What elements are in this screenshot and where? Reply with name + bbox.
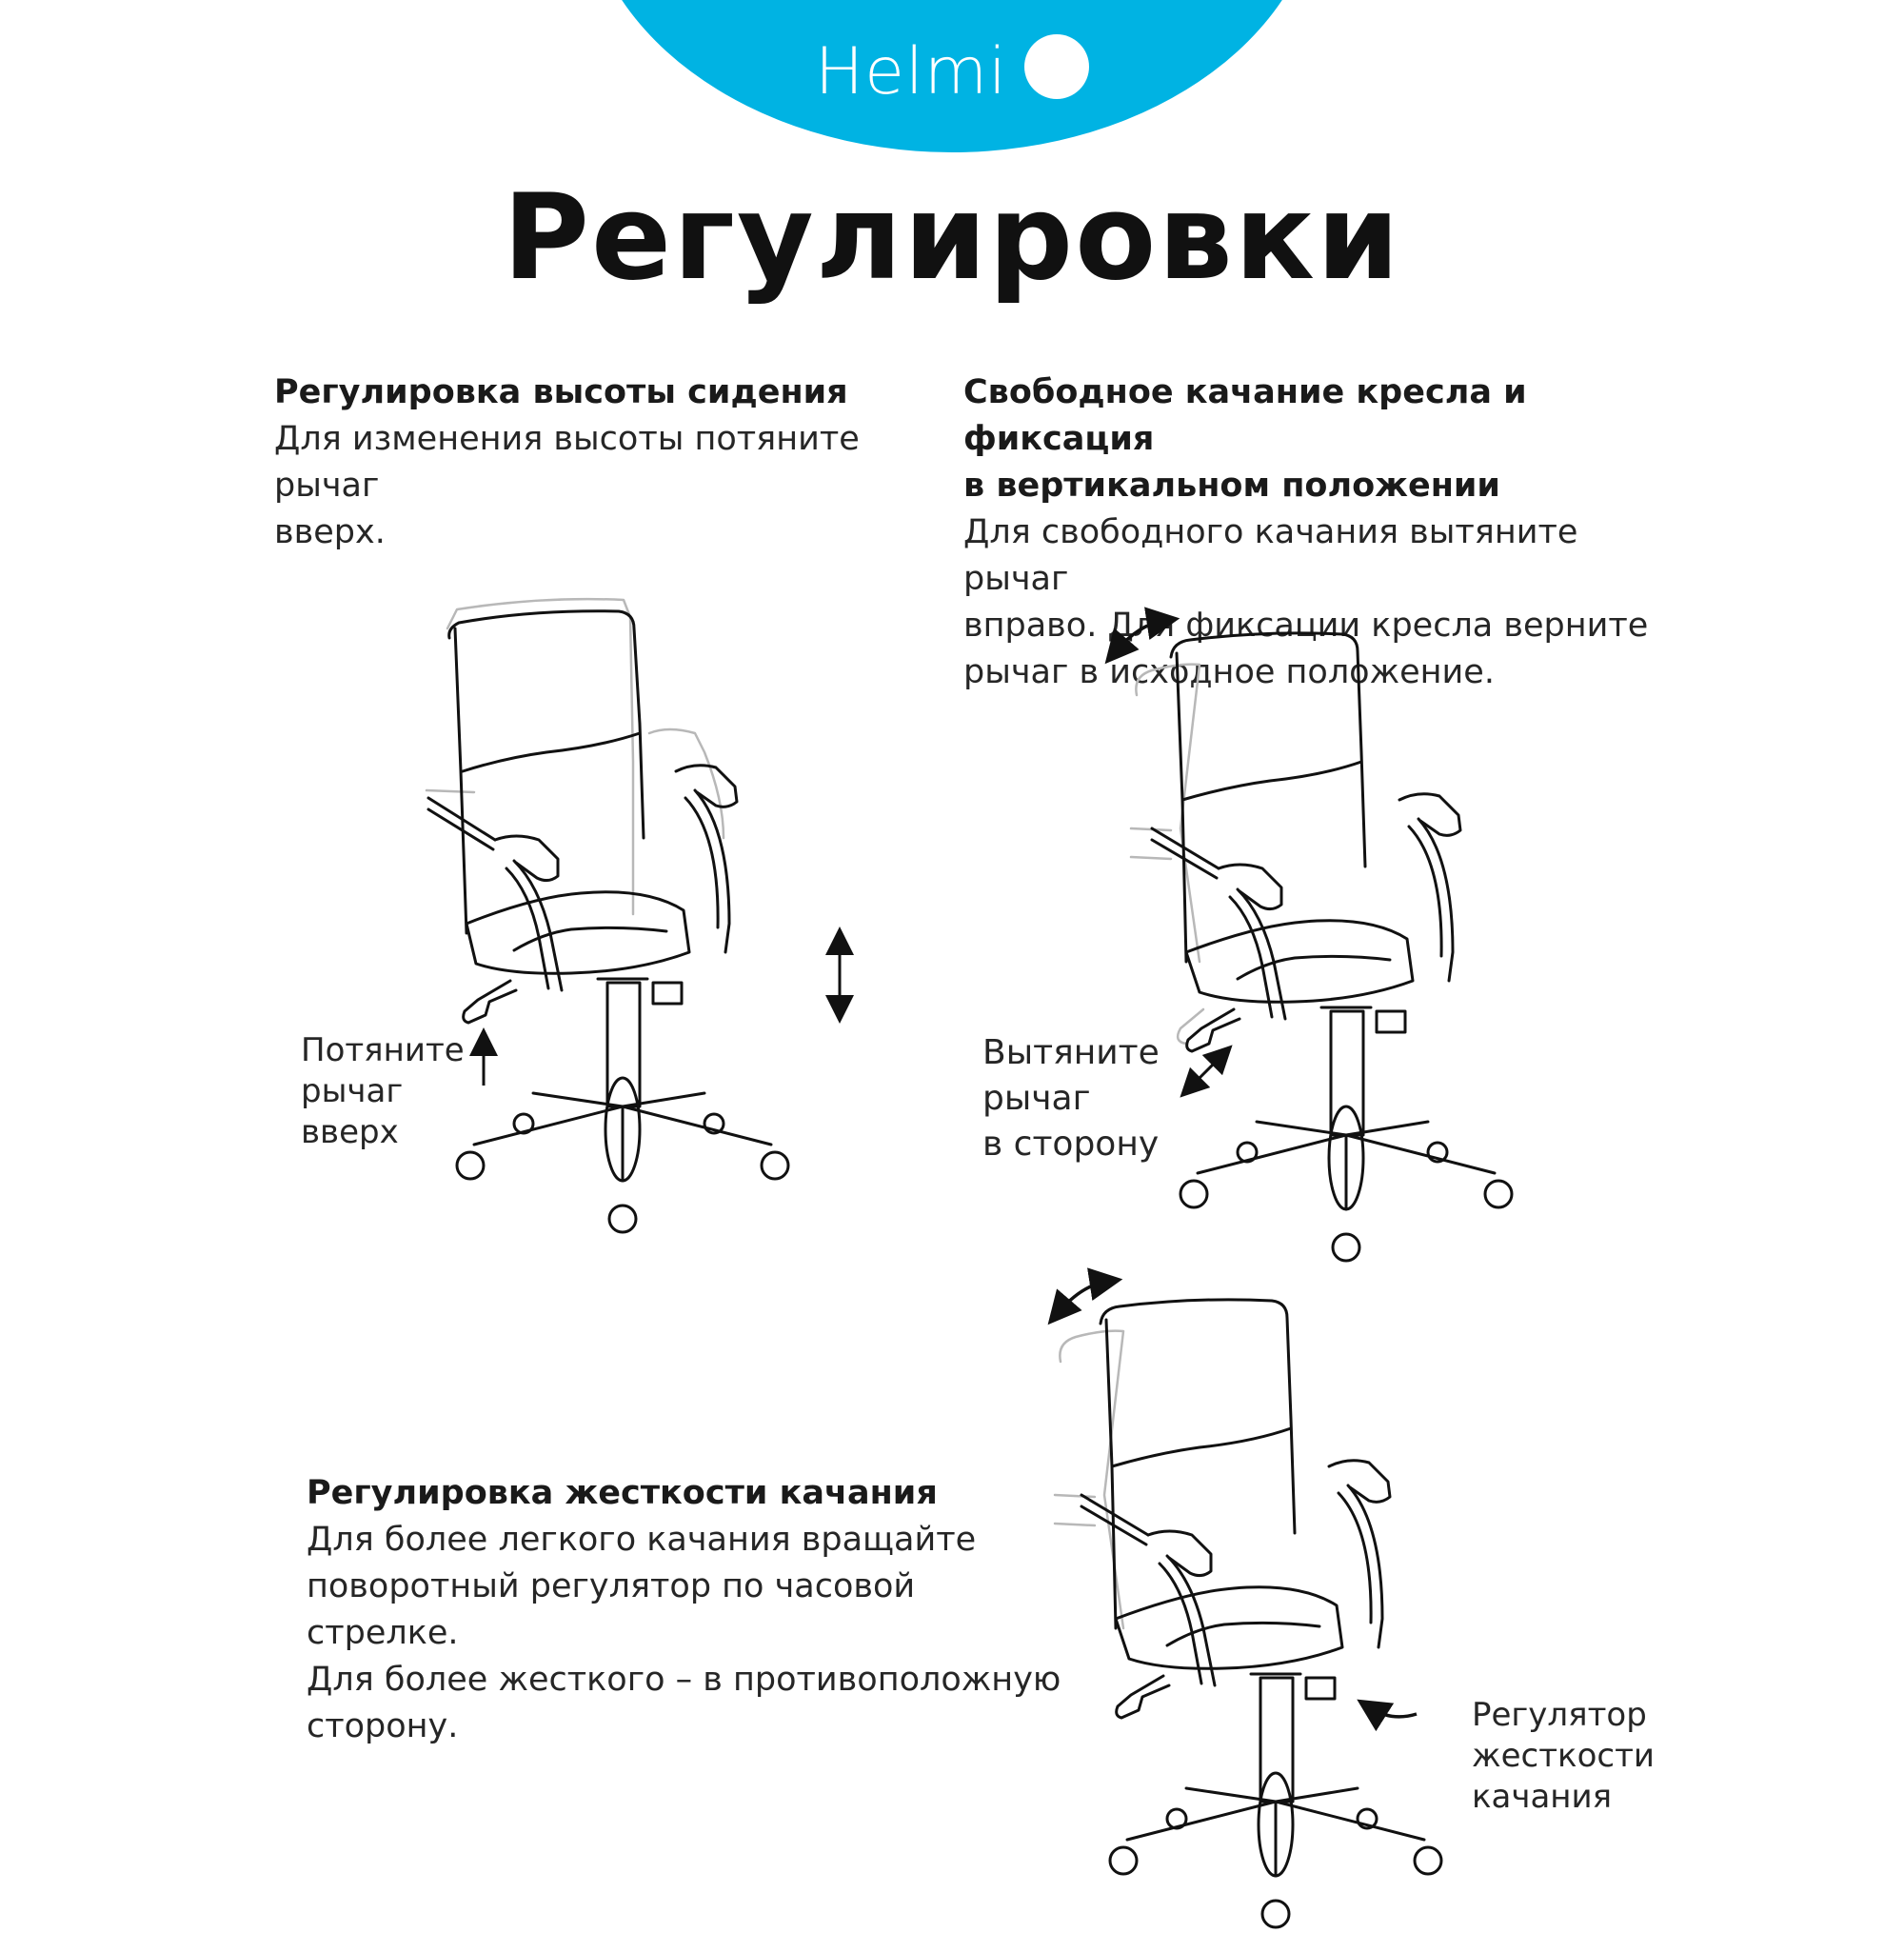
callout-line: рычаг	[301, 1072, 404, 1110]
callout-line: Вытяните	[982, 1033, 1160, 1072]
section-heading: Регулировка высоты сидения	[274, 373, 848, 411]
section-body-line: Для более жесткого – в противоположную	[307, 1661, 1061, 1699]
page-title: Регулировки	[503, 169, 1401, 307]
section-body-line: вверх.	[274, 513, 386, 551]
section-body-line: поворотный регулятор по часовой стрелке.	[307, 1567, 916, 1652]
callout-line: рычаг	[982, 1079, 1091, 1118]
callout-line: качания	[1472, 1778, 1613, 1816]
callout-line: вверх	[301, 1113, 399, 1151]
section-body-line: Для свободного качания вытяните рычаг	[963, 513, 1578, 598]
callout-line: Потяните	[301, 1031, 465, 1069]
callout-line: Регулятор	[1472, 1696, 1647, 1734]
section-body-line: Для более легкого качания вращайте	[307, 1521, 977, 1559]
section-body-line: Для изменения высоты потяните рычаг	[274, 420, 860, 505]
section-body-line: рычаг в исходное положение.	[963, 653, 1495, 691]
callout-line: жесткости	[1472, 1737, 1655, 1775]
callout-line: в сторону	[982, 1125, 1160, 1164]
section-heading: Регулировка жесткости качания	[307, 1474, 938, 1512]
brand-name: Helmi	[815, 34, 1007, 110]
section-heading: Свободное качание кресла и фиксация	[963, 373, 1527, 458]
section-body-line: сторону.	[307, 1707, 459, 1745]
section-body-line: вправо. Для фиксации кресла верните	[963, 607, 1649, 645]
chair-illustration-free-tilt	[1123, 619, 1542, 1266]
chair-illustration-tension	[1047, 1285, 1466, 1933]
chair-illustration-height	[419, 590, 838, 1238]
section-heading: в вертикальном положении	[963, 467, 1500, 505]
